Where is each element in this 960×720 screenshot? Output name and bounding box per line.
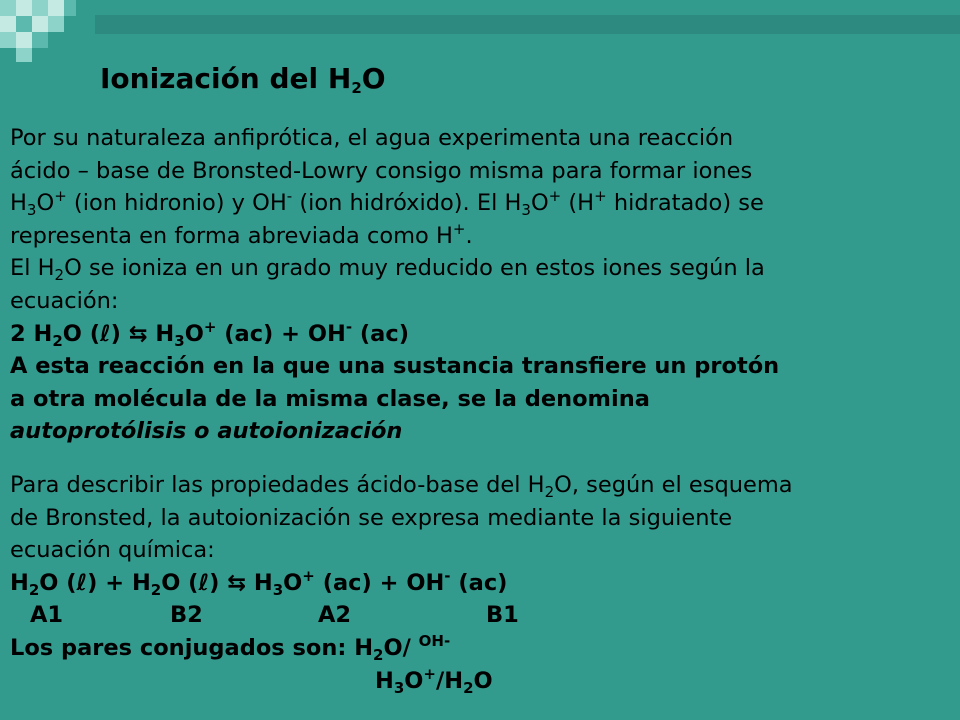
deco-square bbox=[0, 32, 16, 48]
paragraph-line: El $H_2O$ se ioniza en un grado muy reducido en estos iones según la bbox=[10, 255, 765, 285]
deco-square bbox=[0, 0, 16, 16]
conjugate-pairs-2: $H_3O^+/H_2O$ bbox=[375, 664, 493, 697]
deco-square bbox=[16, 32, 32, 48]
deco-square bbox=[0, 16, 16, 32]
deco-square bbox=[32, 16, 48, 32]
deco-square bbox=[48, 0, 64, 16]
deco-square bbox=[64, 0, 76, 16]
slide-title: Ionización del $H_2O$ bbox=[100, 62, 386, 97]
paragraph-line: ácido – base de Bronsted-Lowry consigo misma para formar iones bbox=[10, 157, 753, 184]
paragraph-line: representa en forma abreviada como H+. bbox=[10, 219, 473, 249]
deco-square bbox=[32, 0, 48, 16]
paragraph-line: $H_3O^+$ (ion hidronio) y OH- (ion hidróxido). El $H_3O^+$ (H+ hidratado) se bbox=[10, 187, 764, 220]
deco-square bbox=[16, 16, 32, 32]
paragraph-line: ecuación: bbox=[10, 287, 119, 314]
equation-2: $H_2O$ (ℓ) + $H_2O$ (ℓ) ⇆ $H_3O^+$ (ac) + OH- (ac) bbox=[10, 566, 508, 599]
equation-1: 2 $H_2O$ (ℓ) ⇆ $H_3O^+$ (ac) + OH- (ac) bbox=[10, 317, 409, 350]
paragraph-line: Para describir las propiedades ácido-base del $H_2O$, según el esquema bbox=[10, 471, 793, 501]
slide-body bbox=[10, 122, 950, 697]
paragraph-line: ecuación química: bbox=[10, 537, 215, 564]
deco-square bbox=[48, 16, 64, 32]
acid-base-labels bbox=[10, 599, 950, 632]
definition-line: a otra molécula de la misma clase, se la denomina bbox=[10, 385, 650, 412]
deco-square bbox=[16, 0, 32, 16]
deco-square bbox=[16, 48, 32, 62]
header-bar bbox=[95, 15, 960, 34]
paragraph-line: de Bronsted, la autoionización se expresa mediante la siguiente bbox=[10, 504, 733, 531]
definition-line: A esta reacción en la que una sustancia transfiere un protón bbox=[10, 353, 780, 380]
deco-square bbox=[32, 32, 48, 48]
conjugate-pairs: Los pares conjugados son: $H_2O/$ $^{OH-}$ bbox=[10, 631, 451, 664]
paragraph-line: Por su naturaleza anfiprótica, el agua experimenta una reacción bbox=[10, 125, 734, 151]
definition-term: autoprotólisis o autoionización bbox=[10, 418, 403, 445]
label-a1: A1 bbox=[30, 602, 64, 629]
label-a2: A2 bbox=[318, 602, 352, 629]
label-b1: B1 bbox=[486, 602, 519, 629]
label-b2: B2 bbox=[170, 602, 203, 629]
